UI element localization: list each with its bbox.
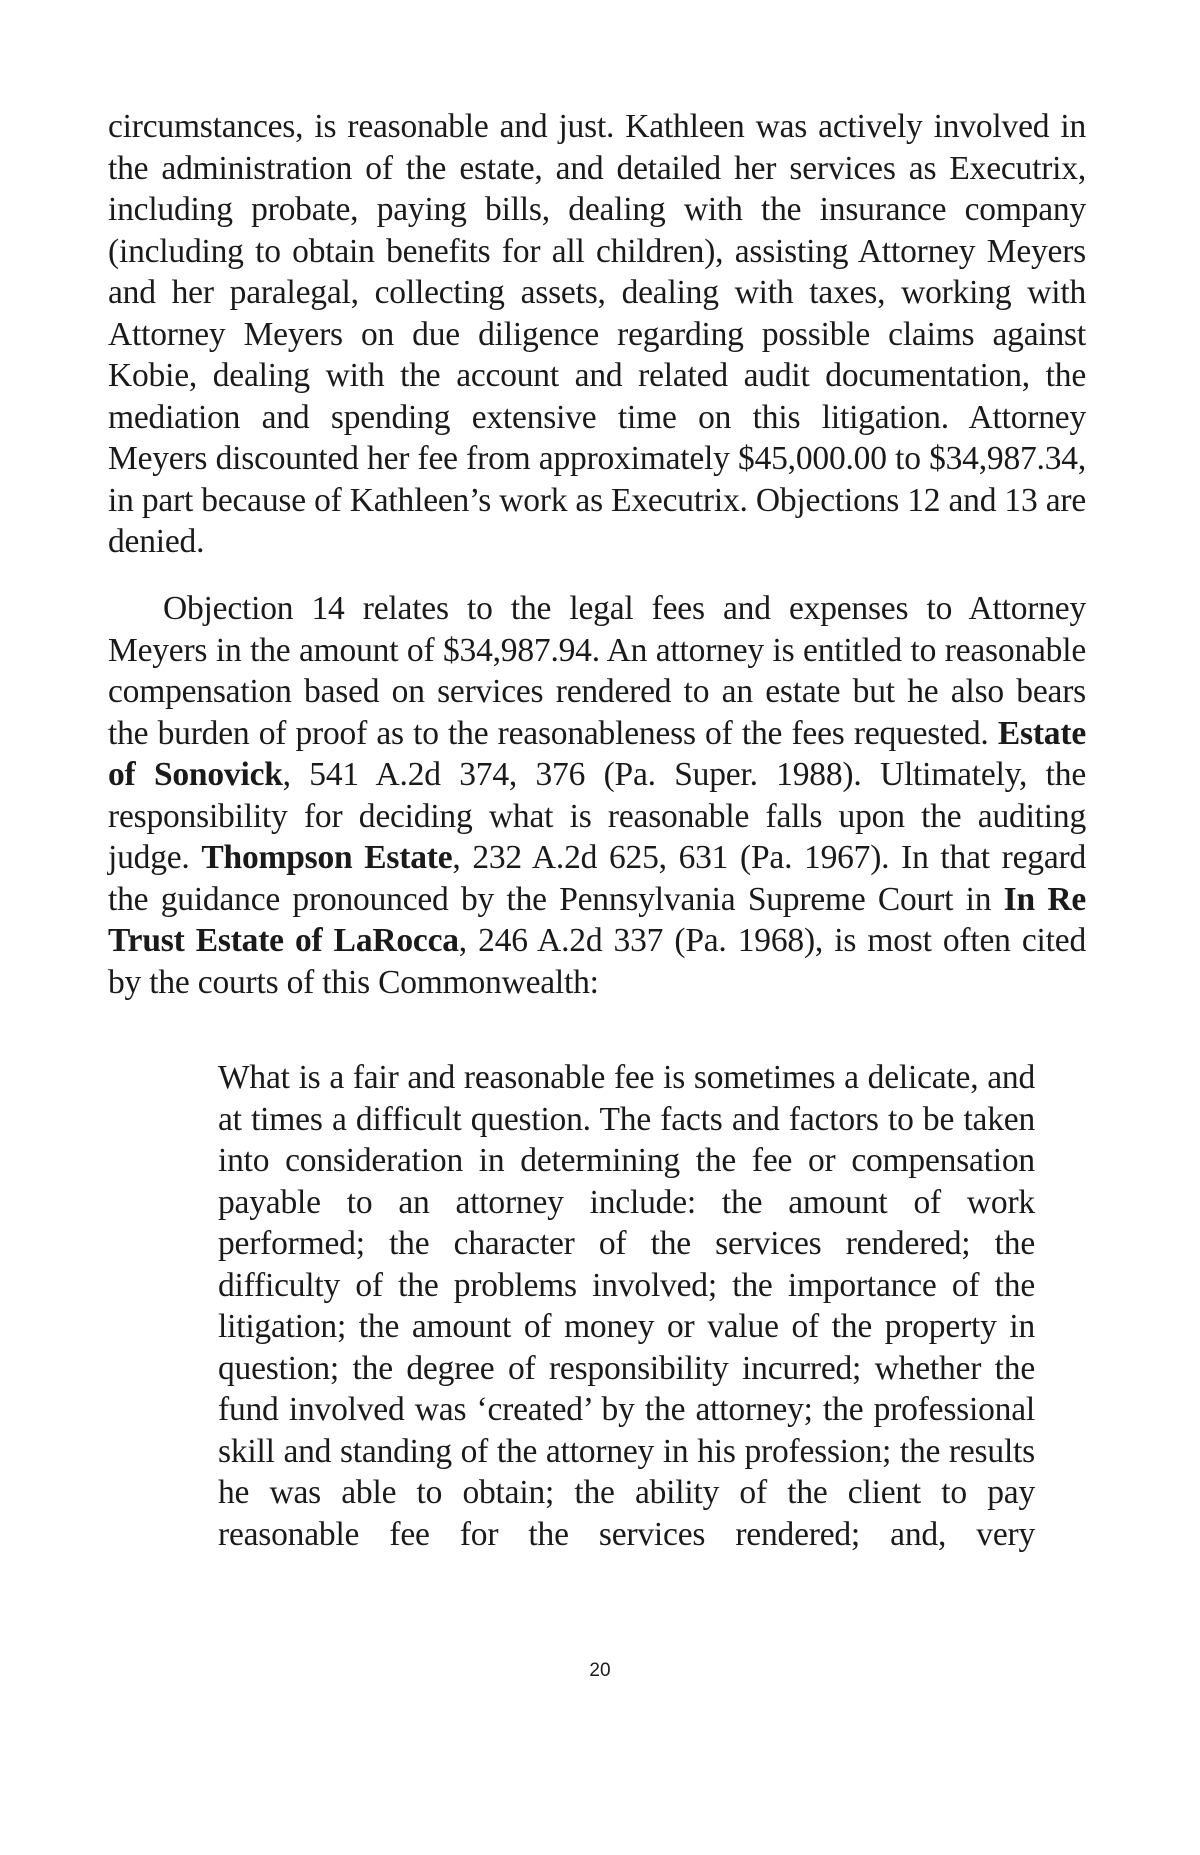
paragraph-text: , 246 A.2d 337 (Pa. 1968), is most often cited by the courts of this Commonwealth: — [108, 922, 1086, 1001]
body-paragraph: circumstances, is reasonable and just. Kathleen was actively involved in the administration of the estate, and detailed her services as Executrix, including probate, paying bills, dealing with the insurance company (including to obtain benefits for all children), assisting Attorney Meyers and her paralegal, collecting assets, dealing with taxes, working with Attorney Meyers on due diligence regarding possible claims against Kobie, dealing with the account and related audit documentation, the mediation and spending extensive time on this litigation. Attorney Meyers discounted her fee from approximately $45,000.00 to $34,987.34, in part because of Kathleen’s work as Executrix. Objections 12 and 13 are denied. — [108, 108, 1086, 560]
paragraph-text: , 541 A.2d 374, 376 (Pa. Super. 1988). Ultimately, the responsibility for deciding what is reasonable falls upon the auditing judge. — [108, 756, 1086, 876]
block-quote: What is a fair and reasonable fee is sometimes a delicate, and at times a difficult question. The facts and factors to be taken into consideration in determining the fee or compensation payable to an attorney include: the amount of work performed; the character of the services rendered; the difficulty of the problems involved; the importance of the litigation; the amount of money or value of the property in question; the degree of responsibility incurred; whether the fund involved was ‘created’ by the attorney; the professional skill and standing of the attorney in his profession; the results he was able to obtain; the ability of the client to pay reasonable fee for the services rendered; and, very — [218, 1059, 1035, 1553]
case-citation: Estate of Sonovick — [108, 714, 1086, 793]
case-citation: Thompson Estate — [201, 839, 453, 876]
paragraph-text: Objection 14 relates to the legal fees and expenses to Attorney Meyers in the amount of $34,987.94. An attorney is entitled to reasonable compensation based on services rendered to an estate but he also bears the burden of proof as to the reasonableness of the fees requested. — [108, 590, 1086, 752]
body-paragraph-objection-14 — [108, 588, 1086, 1003]
page-number: 20 — [589, 1660, 611, 1681]
case-citation: In Re Trust Estate of LaRocca — [108, 880, 1086, 959]
paragraph-text: , 232 A.2d 625, 631 (Pa. 1967). In that regard the guidance pronounced by the Pennsylvania Supreme Court in — [108, 839, 1086, 918]
